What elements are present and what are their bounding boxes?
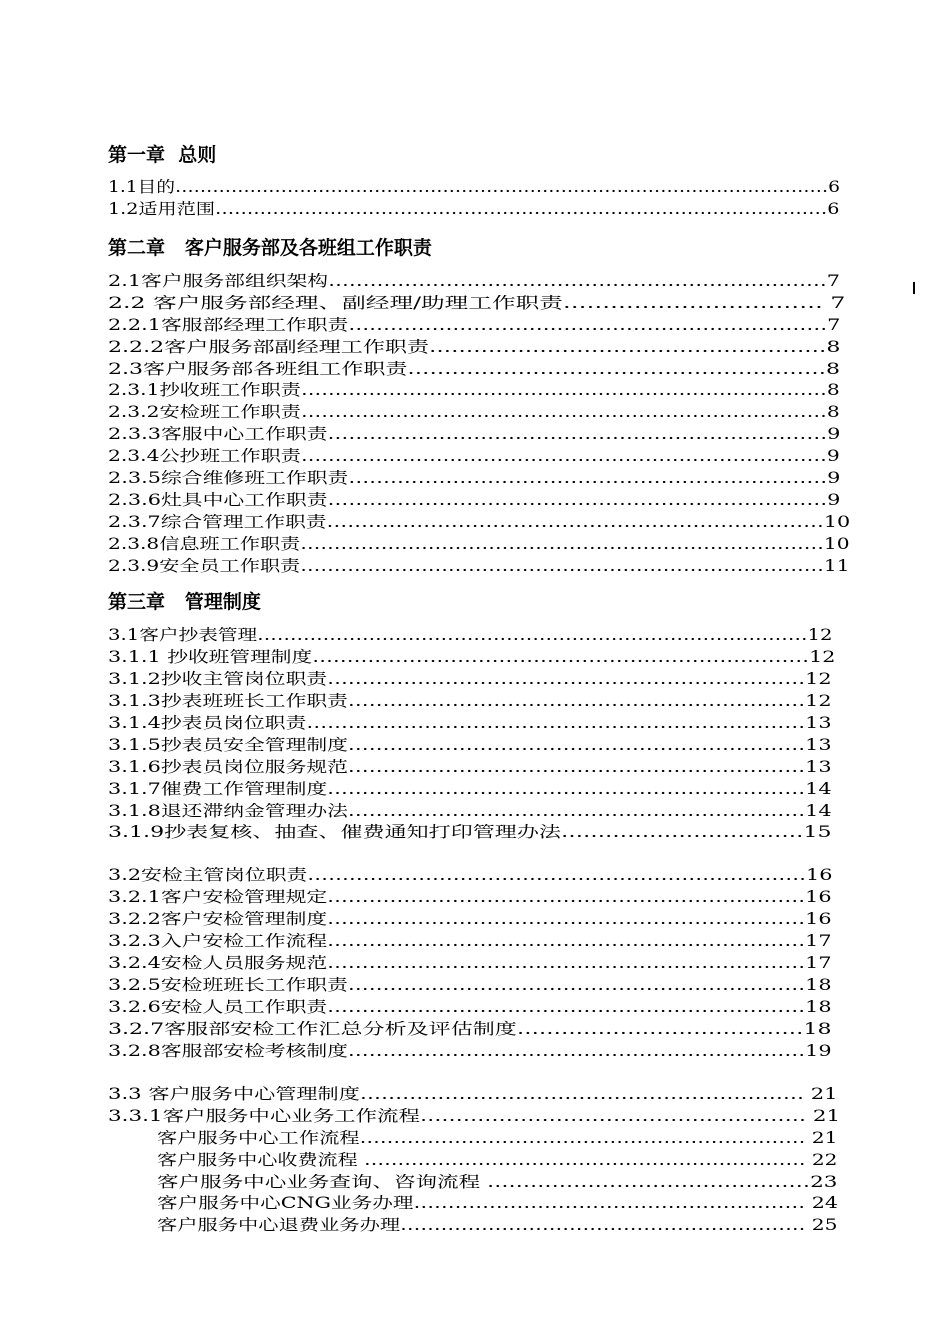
toc-entry[interactable]: 2.3.7综合管理工作职责………………………………………………………………10 xyxy=(108,513,851,531)
toc-entry[interactable]: 3.3 客户服务中心管理制度……………………………………………………… 21 xyxy=(108,1085,838,1103)
toc-entry[interactable]: 3.1.6抄表员岗位服务规范…………………………………………………………13 xyxy=(108,758,832,776)
toc-entry[interactable]: 3.2.8客服部安检考核制度…………………………………………………………19 xyxy=(108,1042,832,1060)
toc-entry[interactable]: 1.2适用范围……………………………………………………………………………………6 xyxy=(108,200,840,218)
toc-entry[interactable]: 3.1客户抄表管理…………………………………………………………………………12 xyxy=(108,626,833,644)
toc-entry[interactable]: 3.1.1 抄收班管理制度………………………………………………………………12 xyxy=(108,648,836,666)
text-cursor xyxy=(913,282,915,294)
toc-entry[interactable]: 客户服务中心退费业务办理…………………………………………………… 25 xyxy=(157,1216,838,1234)
toc-entry[interactable]: 3.2.3入户安检工作流程……………………………………………………………17 xyxy=(108,932,832,950)
toc-entry[interactable]: 2.3.1抄收班工作职责……………………………………………………………………8 xyxy=(108,381,840,399)
toc-entry[interactable]: 2.3.3客服中心工作职责………………………………………………………………9 xyxy=(108,425,841,443)
toc-entry[interactable]: 1.1目的……………………………………………………………………………………………6 xyxy=(108,178,841,196)
toc-entry[interactable]: 2.3.6灶具中心工作职责………………………………………………………………9 xyxy=(108,491,841,509)
toc-entry[interactable]: 3.2.7客服部安检工作汇总分析及评估制度…………………………………18 xyxy=(108,1020,832,1038)
chapter-heading-3: 第三章 管理制度 xyxy=(108,591,261,613)
toc-entry[interactable]: 2.3.2安检班工作职责……………………………………………………………………8 xyxy=(108,403,840,421)
toc-entry[interactable]: 2.3.5综合维修班工作职责……………………………………………………………9 xyxy=(108,469,841,487)
toc-entry[interactable]: 2.2.2客户服务部副经理工作职责………………………………………………8 xyxy=(108,338,841,356)
toc-entry[interactable]: 2.1客户服务部组织架构………………………………………………………………7 xyxy=(108,272,841,290)
chapter-heading-1: 第一章 总则 xyxy=(108,144,217,166)
toc-entry[interactable]: 3.2.6安检人员工作职责……………………………………………………………18 xyxy=(108,998,832,1016)
toc-entry[interactable]: 3.1.2抄收主管岗位职责……………………………………………………………12 xyxy=(108,670,832,688)
toc-entry[interactable]: 3.1.9抄表复核、抽查、催费通知打印管理办法……………………………15 xyxy=(108,823,832,841)
toc-entry[interactable]: 客户服务中心工作流程………………………………………………………… 21 xyxy=(157,1129,838,1147)
toc-entry[interactable]: 3.3.1客户服务中心业务工作流程……………………………………………… 21 xyxy=(108,1107,841,1125)
toc-entry[interactable]: 2.2 客户服务部经理、副经理/助理工作职责…………………………… 7 xyxy=(108,294,846,312)
toc-entry[interactable]: 客户服务中心CNG业务办理………………………………………………… 24 xyxy=(157,1194,838,1212)
toc-entry[interactable]: 客户服务中心收费流程 ………………………………………………………… 22 xyxy=(157,1151,838,1169)
toc-entry[interactable]: 客户服务中心业务查询、咨询流程 ………………………………………23 xyxy=(157,1173,838,1191)
toc-entry[interactable]: 2.3.8信息班工作职责……………………………………………………………………10 xyxy=(108,535,850,553)
toc-entry[interactable]: 3.2.5安检班班长工作职责…………………………………………………………18 xyxy=(108,976,832,994)
toc-entry[interactable]: 3.1.3抄表班班长工作职责…………………………………………………………12 xyxy=(108,692,832,710)
toc-entry[interactable]: 2.3客户服务部各班组工作职责…………………………………………………8 xyxy=(108,360,841,378)
toc-entry[interactable]: 3.2.2客户安检管理制度……………………………………………………………16 xyxy=(108,910,832,928)
chapter-heading-2: 第二章 客户服务部及各班组工作职责 xyxy=(108,237,432,259)
toc-entry[interactable]: 3.1.7催费工作管理制度……………………………………………………………14 xyxy=(108,780,832,798)
toc-entry[interactable]: 3.2.1客户安检管理规定……………………………………………………………16 xyxy=(108,888,832,906)
toc-entry[interactable]: 3.2.4安检人员服务规范……………………………………………………………17 xyxy=(108,954,832,972)
toc-entry[interactable]: 3.1.5抄表员安全管理制度…………………………………………………………13 xyxy=(108,736,832,754)
toc-entry[interactable]: 2.3.4公抄班工作职责……………………………………………………………………9 xyxy=(108,447,840,465)
toc-entry[interactable]: 3.1.4抄表员岗位职责………………………………………………………………13 xyxy=(108,714,832,732)
toc-entry[interactable]: 2.3.9安全员工作职责……………………………………………………………………11 xyxy=(108,557,850,575)
toc-entry[interactable]: 2.2.1客服部经理工作职责……………………………………………………………7 xyxy=(108,316,841,334)
toc-entry[interactable]: 3.2安检主管岗位职责………………………………………………………………16 xyxy=(108,866,833,884)
toc-entry[interactable]: 3.1.8退还滞纳金管理办法…………………………………………………………14 xyxy=(108,802,832,820)
